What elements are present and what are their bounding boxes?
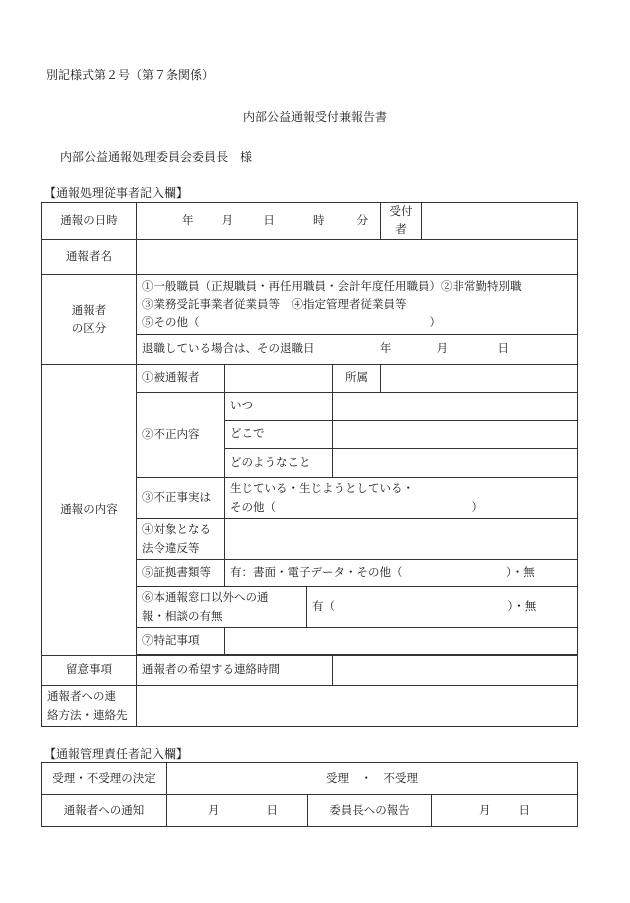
retired-label: 退職している場合は、その退職日 [142, 341, 315, 356]
category-options[interactable] [137, 274, 578, 334]
decision-options[interactable]: 受理 ・ 不受理 [167, 763, 578, 795]
contact-method-field[interactable] [137, 685, 578, 726]
category-line-1: ①一般職員（正規職員・再任用職員・会計年度任用職員）②非常勤特別職 [142, 278, 522, 293]
unit-day: 日 [263, 212, 275, 227]
receiver-label: 受付者 [381, 203, 422, 240]
chair-unit-day: 日 [518, 802, 531, 817]
affiliation-field[interactable] [381, 364, 578, 392]
reporter-name-label: 通報者名 [42, 239, 137, 274]
category-line-3: ⑤その他（ ） [142, 315, 441, 330]
law-label: ④対象となる 法令違反等 [137, 518, 225, 559]
unit-hour: 時 [312, 212, 325, 227]
document-title: 内部公益通報受付兼報告書 [242, 110, 387, 124]
subject-field[interactable] [225, 364, 333, 392]
notify-date-field[interactable] [167, 795, 308, 827]
contact-time-label: 通報者の希望する連絡時間 [137, 655, 333, 685]
retired-unit-day: 日 [497, 341, 509, 356]
decision-label: 受理・不受理の決定 [42, 763, 167, 795]
section-heading-manager: 【通報管理責任者記入欄】 [44, 747, 189, 761]
what-label: どのようなこと [225, 448, 333, 477]
what-field[interactable] [333, 448, 578, 477]
chair-report-date-field[interactable] [432, 795, 578, 827]
chair-unit-month: 月 [479, 802, 491, 817]
other-report-options[interactable]: 有（ ）・無 [307, 586, 578, 627]
retired-unit-month: 月 [436, 341, 449, 356]
contact-time-field[interactable] [333, 655, 578, 685]
handler-entry-table [41, 202, 578, 727]
other-report-label: ⑥本通報窓口以外への通 報・相談の有無 [137, 586, 307, 627]
notify-unit-day: 日 [266, 802, 278, 817]
fact-label: ③不正事実は [137, 477, 225, 518]
chair-report-label: 委員長への報告 [308, 795, 432, 827]
remarks-label: 留意事項 [42, 655, 137, 685]
where-field[interactable] [333, 420, 578, 448]
datetime-label: 通報の日時 [42, 203, 137, 240]
retired-unit-year: 年 [379, 341, 392, 356]
subject-label: ①被通報者 [137, 364, 225, 392]
notes-field[interactable] [225, 627, 578, 654]
misconduct-label: ②不正内容 [137, 392, 225, 477]
unit-month: 月 [221, 212, 234, 227]
manager-entry-table [41, 762, 578, 827]
fact-options[interactable]: 生じている・生じようとしている・ その他（ ） [225, 477, 578, 518]
where-label: どこで [225, 420, 333, 448]
notify-label: 通報者への通知 [42, 795, 167, 827]
notes-label: ⑦特記事項 [137, 627, 225, 654]
receiver-field[interactable] [422, 203, 578, 240]
datetime-field[interactable] [137, 203, 381, 240]
reporter-name-field[interactable] [137, 239, 578, 274]
unit-year: 年 [182, 212, 194, 227]
contact-method-label: 通報者への連 絡方法・連絡先 [42, 685, 137, 726]
notify-unit-month: 月 [208, 802, 220, 817]
content-label: 通報の内容 [42, 364, 137, 655]
category-label: 通報者 の区分 [42, 274, 137, 364]
retirement-date-field[interactable] [137, 334, 578, 364]
addressee: 内部公益通報処理委員会委員長 様 [60, 150, 253, 164]
form-number: 別記様式第２号（第７条関係） [46, 68, 215, 82]
evidence-label: ⑤証拠書類等 [137, 559, 225, 586]
evidence-options[interactable]: 有：書面・電子データ・その他（ ）・無 [225, 559, 578, 586]
unit-minute: 分 [356, 212, 369, 227]
when-field[interactable] [333, 392, 578, 420]
when-label: いつ [225, 392, 333, 420]
affiliation-label: 所属 [333, 364, 381, 392]
category-line-2: ③業務受託事業者従業員等 ④指定管理者従業員等 [142, 296, 407, 311]
law-field[interactable] [225, 518, 578, 559]
section-heading-handler: 【通報処理従事者記入欄】 [44, 186, 189, 200]
